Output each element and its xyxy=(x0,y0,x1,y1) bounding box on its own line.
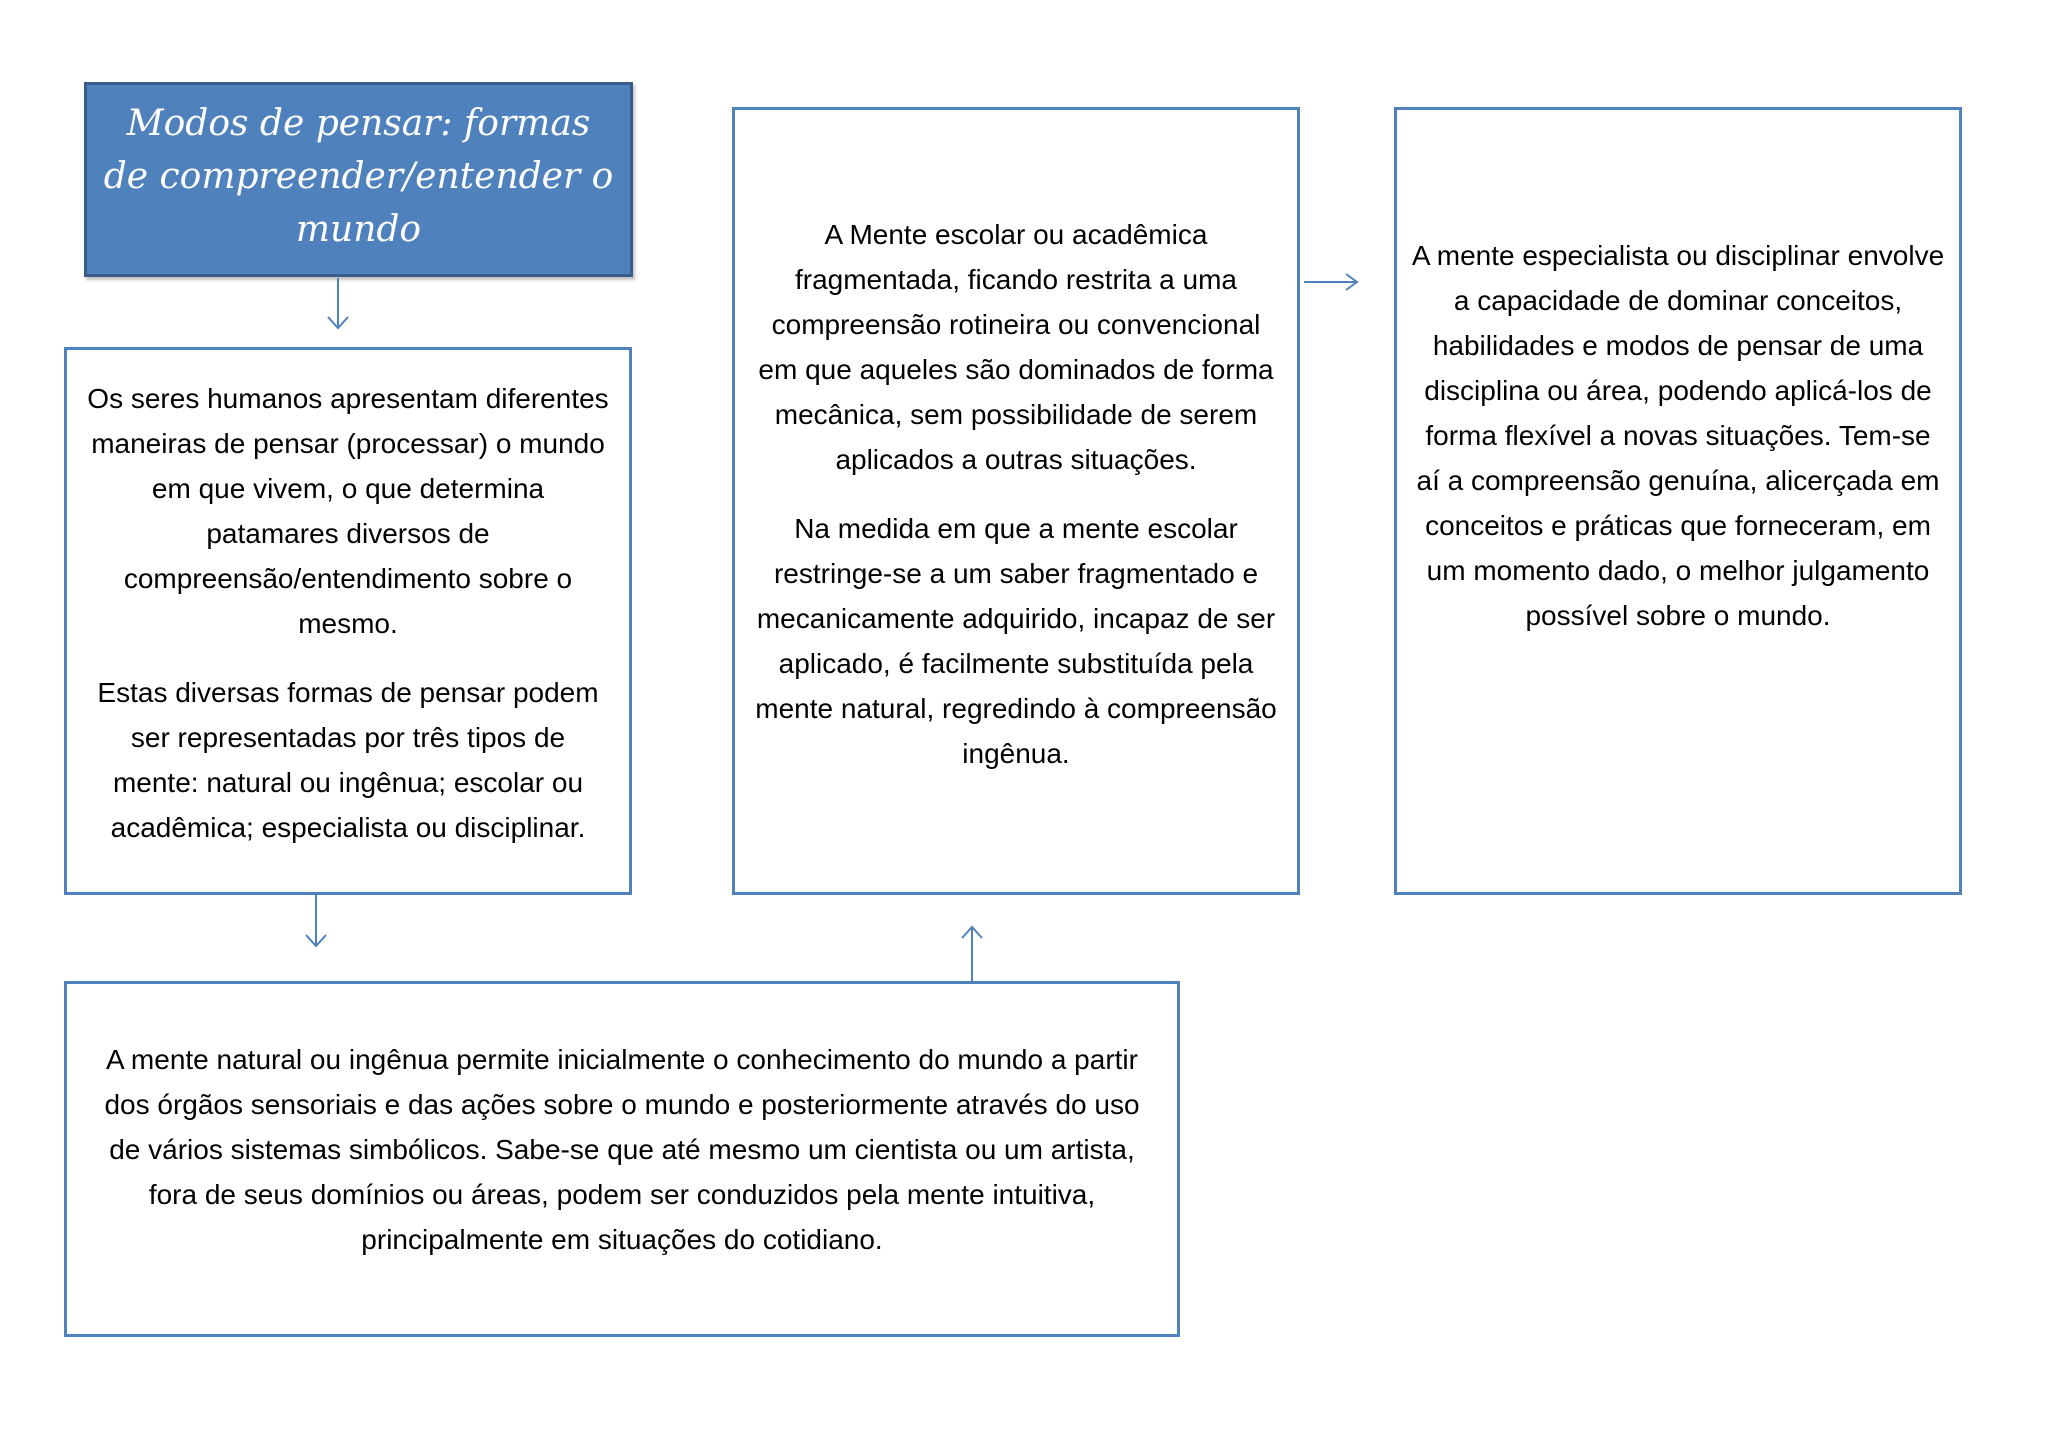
escolar-paragraph-1: A Mente escolar ou acadêmica fragmentada, ficando restrita a uma compreensão rotineira ou convencional em que aqueles são dominados de forma mecânica, sem possibilidade de serem aplicados a outras situações. xyxy=(758,219,1274,475)
title-box xyxy=(84,82,633,277)
arrow-natural-to-escolar xyxy=(962,927,982,981)
natural-box xyxy=(64,981,1180,1337)
especialista-paragraph-1: A mente especialista ou disciplinar envolve a capacidade de dominar conceitos, habilidades e modos de pensar de uma disciplina ou área, podendo aplicá-los de forma flexível a novas situações. Tem-se aí a compreensão genuína, alicerçada em conceitos e práticas que forneceram, em um momento dado, o melhor julgamento possível sobre o mundo. xyxy=(1411,240,1945,631)
arrow-title-to-intro xyxy=(328,278,348,328)
especialista-box xyxy=(1394,107,1962,895)
arrow-intro-to-natural xyxy=(306,895,326,946)
intro-paragraph-1: Os seres humanos apresentam diferentes maneiras de pensar (processar) o mundo em que vivem, o que determina patamares diversos de compreensão/entendimento sobre o mesmo. xyxy=(87,383,609,639)
intro-box xyxy=(64,347,632,895)
escolar-box xyxy=(732,107,1300,895)
escolar-paragraph-2: Na medida em que a mente escolar restringe-se a um saber fragmentado e mecanicamente adquirido, incapaz de ser aplicado, é facilmente substituída pela mente natural, regredindo à compreensão ingênua. xyxy=(755,513,1277,769)
natural-paragraph-1: A mente natural ou ingênua permite inicialmente o conhecimento do mundo a partir dos órgãos sensoriais e das ações sobre o mundo e posteriormente através do uso de vários sistemas simbólicos. Sabe-se que até mesmo um cientista ou um artista, fora de seus domínios ou áreas, podem ser conduzidos pela mente intuitiva, principalmente em situações do cotidiano. xyxy=(104,1044,1140,1255)
intro-paragraph-2: Estas diversas formas de pensar podem ser representadas por três tipos de mente: natural ou ingênua; escolar ou acadêmica; especialista ou disciplinar. xyxy=(97,677,599,843)
arrow-escolar-to-especialista xyxy=(1304,274,1357,290)
diagram-title: Modos de pensar: formas de compreender/entender o mundo xyxy=(103,103,614,250)
